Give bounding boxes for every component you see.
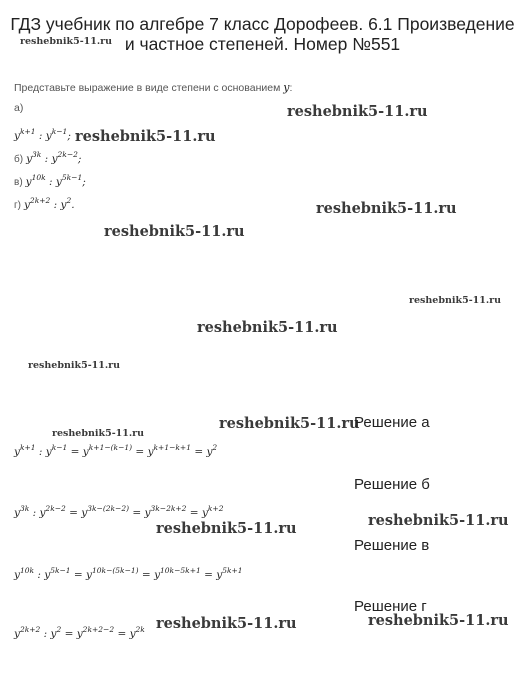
watermark: reshebnik5-11.ru bbox=[287, 103, 428, 120]
solution-v-heading: Решение в bbox=[354, 537, 430, 554]
watermark: reshebnik5-11.ru bbox=[156, 615, 297, 632]
watermark: reshebnik5-11.ru bbox=[219, 415, 360, 432]
watermark: reshebnik5-11.ru bbox=[52, 428, 145, 439]
page-title-line-1: ГДЗ учебник по алгебре 7 класс Дорофеев. 6.1 Произведение bbox=[10, 14, 515, 34]
watermark: reshebnik5-11.ru bbox=[156, 520, 297, 537]
solution-g-heading: Решение г bbox=[354, 598, 427, 615]
task-item-label: а) bbox=[14, 102, 24, 114]
watermark: reshebnik5-11.ru bbox=[316, 200, 457, 217]
watermark: reshebnik5-11.ru bbox=[20, 36, 113, 47]
task-item-v: в) $y^{10k}$ : $y^{5k-1}$; bbox=[14, 173, 86, 188]
solution-g-equation: $y^{2k+2}$ : $y^2 = y^{2k+2-2} = y^{2k}$ bbox=[14, 625, 145, 640]
solution-a-heading: Решение а bbox=[354, 414, 430, 431]
page-title-line-2: и частное степеней. Номер №551 bbox=[124, 34, 401, 54]
watermark: reshebnik5-11.ru bbox=[368, 512, 509, 529]
watermark: reshebnik5-11.ru bbox=[75, 128, 216, 145]
solution-b-heading: Решение б bbox=[354, 476, 430, 493]
page-title bbox=[0, 14, 525, 54]
task-item-g: г) $y^{2k+2}$ : $y^2$. bbox=[14, 196, 75, 211]
watermark: reshebnik5-11.ru bbox=[197, 319, 338, 336]
watermark: reshebnik5-11.ru bbox=[28, 360, 121, 371]
solution-v-equation: $y^{10k}$ : $y^{5k-1} = y^{10k-(5k-1)} = y^{10k-5k+1} = y^{5k+1}$ bbox=[14, 566, 243, 581]
watermark: reshebnik5-11.ru bbox=[409, 295, 502, 306]
task-item-a: $y^{k+1}$ : $y^{k-1}$; bbox=[14, 127, 71, 142]
task-prompt bbox=[14, 81, 292, 94]
task-prompt-colon: : bbox=[289, 82, 293, 94]
watermark: reshebnik5-11.ru bbox=[104, 223, 245, 240]
solution-b-equation: $y^{3k}$ : $y^{2k-2} = y^{3k-(2k-2)} = y^{3k-2k+2} = y^{k+2}$ bbox=[14, 504, 224, 519]
task-prompt-text: Представьте выражение в виде степени с основанием bbox=[14, 82, 281, 94]
task-item-b: б) $y^{3k}$ : $y^{2k-2}$; bbox=[14, 150, 82, 165]
task-base-variable: y bbox=[283, 81, 290, 94]
watermark: reshebnik5-11.ru bbox=[368, 612, 509, 629]
solution-a-equation: $y^{k+1}$ : $y^{k-1} = y^{k+1-(k-1)} = y^{k+1-k+1} = y^2$ bbox=[14, 443, 218, 458]
